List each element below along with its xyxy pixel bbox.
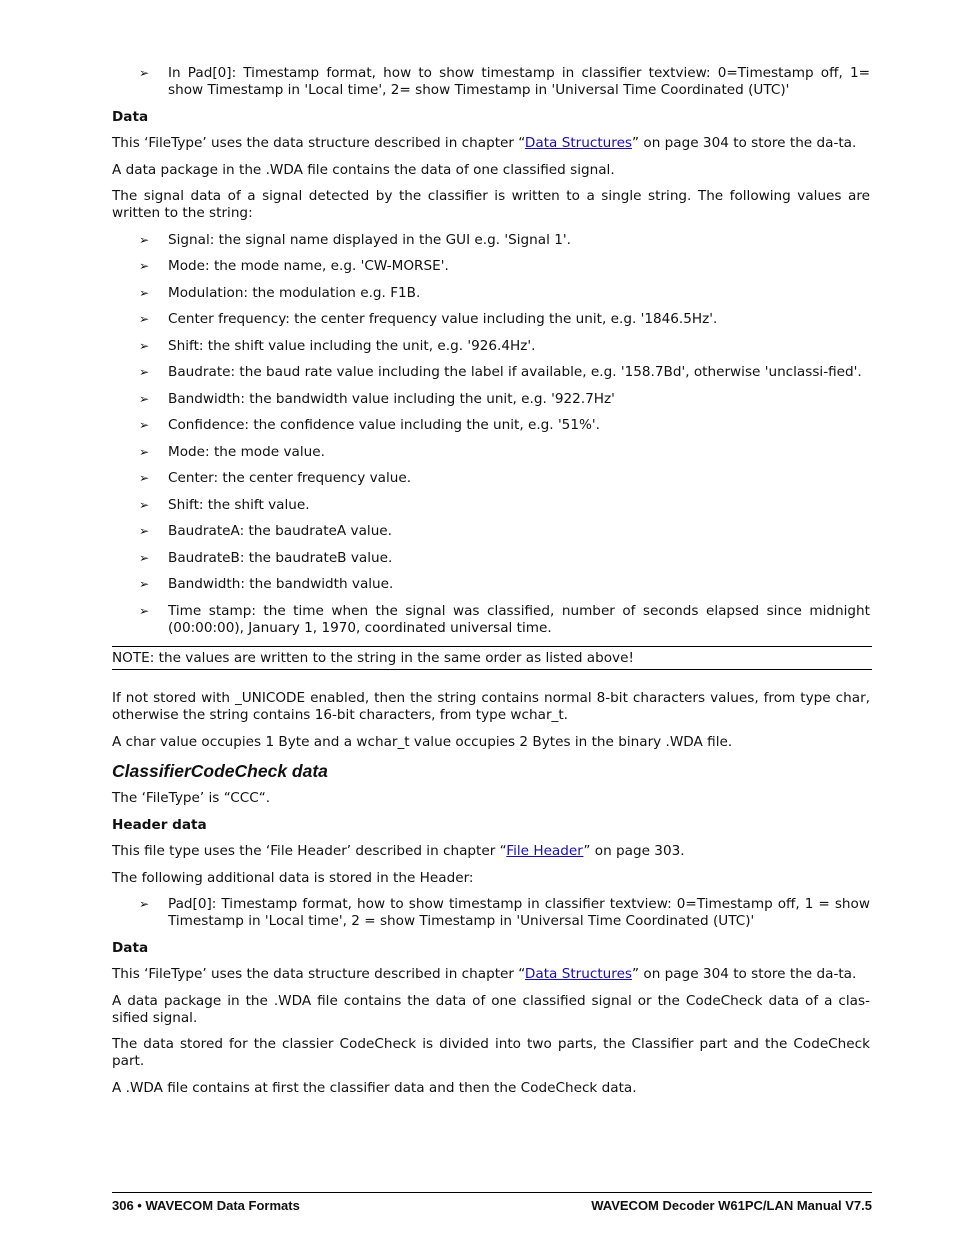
arrow-bullet-icon: ➢ [139,897,150,911]
paragraph: If not stored with _UNICODE enabled, then the string contains normal 8-bit characters values, from type char, otherwise the string contains 16-bit characters, from type wchar_t. [112,690,870,723]
list-item [112,444,870,461]
list-item [112,232,870,249]
paragraph: The following additional data is stored in the Header: [112,869,474,886]
section-title: ClassifierCodeCheck data [112,761,328,781]
list-item [112,391,870,408]
footer-right: WAVECOM Decoder W61PC/LAN Manual V7.5 [591,1198,872,1213]
arrow-bullet-icon: ➢ [139,259,150,273]
list-item-text: In Pad[0]: Timestamp format, how to show timestamp in classifier textview: 0=Timestamp off, 1= show Timestamp in 'Local time', 2= show Timestamp in 'Universal Time Coordinated (UTC)' [168,65,870,98]
list-item-text: Pad[0]: Timestamp format, how to show timestamp in classifier textview: 0=Timestamp off, 1 = show Timestamp in 'Local time', 2 = show Timestamp in 'Universal Time Coordinated (UTC)' [168,896,870,929]
value-list [112,232,870,637]
list-item-text: Center frequency: the center frequency value including the unit, e.g. '1846.5Hz'. [168,311,718,327]
section-heading-header-data: Header data [112,816,207,833]
list-item [112,258,870,275]
arrow-bullet-icon: ➢ [139,285,150,300]
list-item-text: Baudrate: the baud rate value including the label if available, e.g. '158.7Bd', otherwise 'unclassi-fied'. [168,364,862,380]
list-item-text: Mode: the mode name, e.g. 'CW-MORSE'. [168,258,449,274]
text: This ‘FileType’ uses the data structure described in chapter “ [112,966,525,982]
list-item [112,550,870,567]
footer-left: 306 • WAVECOM Data Formats [112,1198,300,1213]
list-item-text: Shift: the shift value. [168,496,310,513]
arrow-bullet-icon: ➢ [139,391,150,406]
paragraph: The data stored for the classier CodeCheck is divided into two parts, the Classifier part and the CodeCheck part. [112,1036,870,1069]
page-footer [112,1192,872,1213]
list-item [112,417,870,434]
arrow-bullet-icon: ➢ [139,577,150,591]
text: ” on page 303. [583,843,685,859]
note-box: NOTE: the values are written to the string in the same order as listed above! [112,646,872,670]
text: This ‘FileType’ uses the data structure described in chapter “ [112,135,525,151]
text: This file type uses the ‘File Header’ described in chapter “ [112,843,507,859]
list-item [112,470,870,487]
paragraph: A data package in the .WDA file contains the data of one classified signal. [112,161,615,178]
paragraph: A .WDA file contains at first the classifier data and then the CodeCheck data. [112,1079,637,1096]
list-item-text: Mode: the mode value. [168,443,325,460]
section-heading-data: Data [112,939,149,956]
list-item-text: Center: the center frequency value. [168,470,412,486]
list-item-text: Time stamp: the time when the signal was classified, number of seconds elapsed since midnight (00:00:00), January 1, 1970, coordinated universal time. [168,602,870,636]
arrow-bullet-icon: ➢ [139,497,150,512]
data-structures-link[interactable]: Data Structures [524,135,633,151]
list-item-text: Modulation: the modulation e.g. F1B. [168,284,421,301]
arrow-bullet-icon: ➢ [139,550,150,565]
list-item-text: BaudrateB: the baudrateB value. [168,549,393,566]
list-item [112,285,870,302]
arrow-bullet-icon: ➢ [139,365,150,379]
list-item [112,603,870,637]
paragraph [112,843,870,860]
list-item-text: Bandwidth: the bandwidth value including the unit, e.g. '922.7Hz' [168,390,615,407]
paragraph: The signal data of a signal detected by the classifier is written to a single string. The following values are written to the string: [112,188,870,221]
list-item [112,576,870,593]
page-content [112,65,870,1106]
paragraph [112,135,870,152]
paragraph: A char value occupies 1 Byte and a wchar_t value occupies 2 Bytes in the binary .WDA file. [112,733,733,750]
arrow-bullet-icon: ➢ [139,312,150,326]
list-item-text: Confidence: the confidence value including the unit, e.g. '51%'. [168,417,600,433]
list-item-text: Bandwidth: the bandwidth value. [168,576,394,592]
list-item [112,65,870,99]
list-item-text: Shift: the shift value including the unit, e.g. '926.4Hz'. [168,337,536,354]
list-item [112,311,870,328]
text: ” on page 304 to store the da-ta. [632,966,857,982]
arrow-bullet-icon: ➢ [139,66,150,80]
arrow-bullet-icon: ➢ [139,471,150,485]
list-item-text: Signal: the signal name displayed in the GUI e.g. 'Signal 1'. [168,231,571,248]
arrow-bullet-icon: ➢ [139,338,150,353]
arrow-bullet-icon: ➢ [139,444,150,459]
list-item [112,497,870,514]
arrow-bullet-icon: ➢ [139,524,150,538]
data-structures-link[interactable]: Data Structures [524,966,633,982]
section-heading-data: Data [112,108,149,125]
arrow-bullet-icon: ➢ [139,603,150,618]
list-item [112,364,870,381]
list-item [112,338,870,355]
file-header-link[interactable]: File Header [506,843,584,859]
list-item-text: BaudrateA: the baudrateA value. [168,523,392,539]
paragraph [112,966,870,983]
arrow-bullet-icon: ➢ [139,232,150,247]
paragraph: A data package in the .WDA file contains the data of one classified signal or the CodeCheck data of a clas-sified signal. [112,992,870,1026]
list-item [112,896,870,930]
list-item [112,523,870,540]
arrow-bullet-icon: ➢ [139,418,150,432]
text: ” on page 304 to store the da-ta. [632,135,857,151]
paragraph: The ‘FileType’ is “CCC“. [112,790,271,806]
